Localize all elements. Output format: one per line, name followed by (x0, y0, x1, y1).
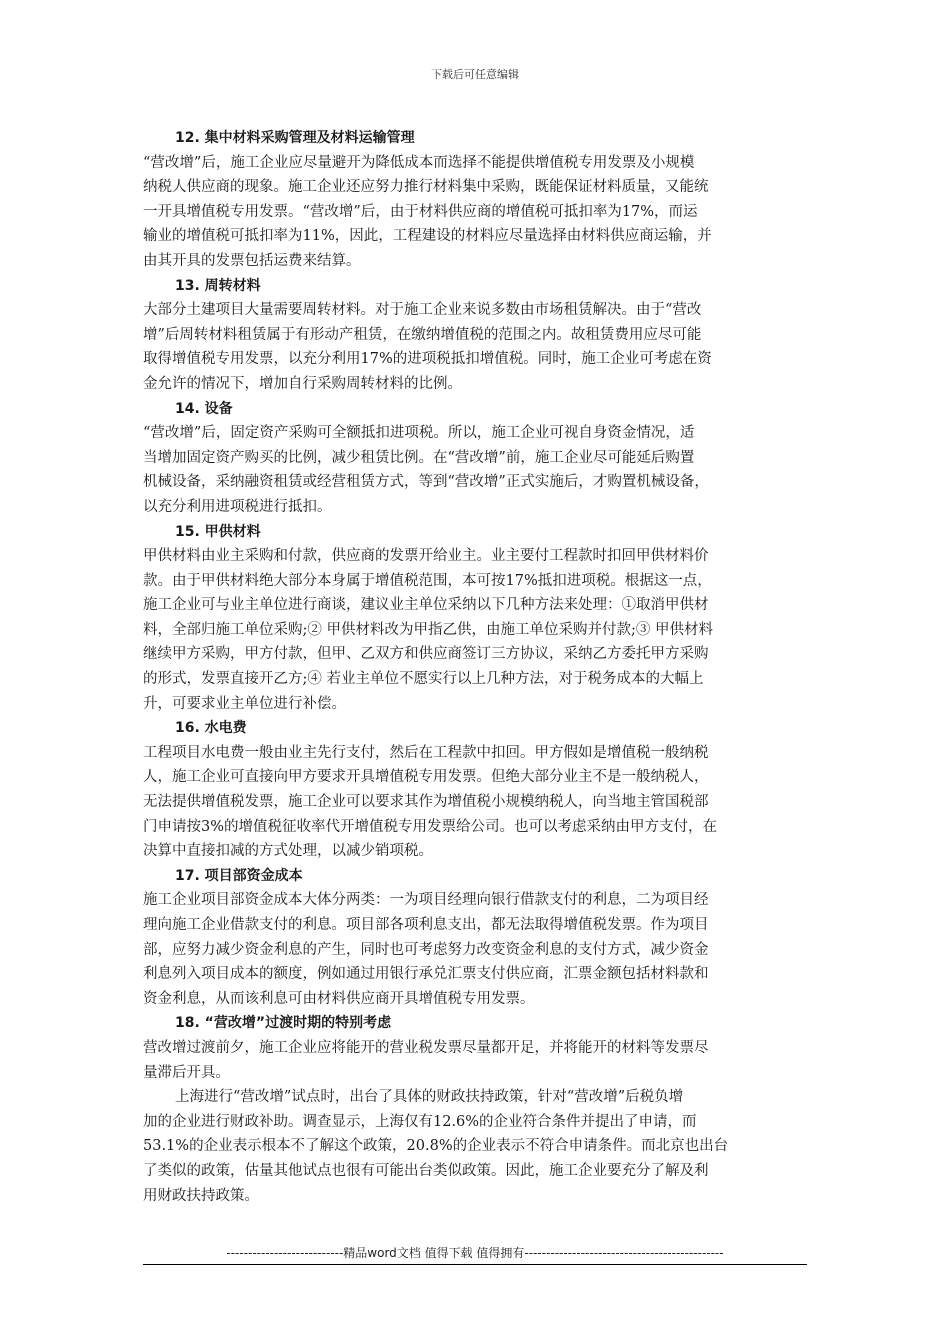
paragraph-line: 营改增过渡前夕，施工企业应将能开的营业税发票尽量都开足，并将能开的材料等发票尽 (143, 1039, 709, 1056)
paragraph-line: 部，应努力减少资金利息的产生，同时也可考虑努力改变资金利息的支付方式，减少资金 (143, 941, 709, 958)
paragraph-line: 利息列入项目成本的额度，例如通过用银行承兑汇票支付供应商，汇票金额包括材料款和 (143, 966, 709, 983)
section-heading: 16. 水电费 (175, 720, 247, 737)
document-body (143, 126, 807, 1208)
paragraph-line: 金允许的情况下，增加自行采购周转材料的比例。 (143, 375, 462, 392)
paragraph-line: 机械设备，采纳融资租赁或经营租赁方式，等到“营改增”正式实施后，才购置机械设备， (143, 474, 709, 491)
paragraph-line: 一开具增值税专用发票。“营改增”后，由于材料供应商的增值税可抵扣率为17%，而运 (143, 203, 698, 220)
section-heading: 14. 设备 (175, 400, 233, 417)
closing-paragraph-line: 用财政扶持政策。 (143, 1187, 259, 1204)
paragraph-line: 当增加固定资产购买的比例，减少租赁比例。在“营改增”前，施工企业尽可能延后购置 (143, 449, 695, 466)
page-footer: ---------------------------精品word文档 值得下载 值得拥有---------------------------------------------- (226, 1246, 724, 1260)
paragraph-line: 纳税人供应商的现象。施工企业还应努力推行材料集中采购，既能保证材料质量，又能统 (143, 179, 709, 196)
paragraph-line: 料，全部归施工单位采购;② 甲供材料改为甲指乙供，由施工单位采购并付款;③ 甲供材料 (143, 621, 713, 638)
footer-rule (143, 1264, 807, 1265)
paragraph-line: 理向施工企业借款支付的利息。项目部各项利息支出，都无法取得增值税发票。作为项目 (143, 917, 709, 933)
paragraph-line: 施工企业项目部资金成本大体分两类：一为项目经理向银行借款支付的利息，二为项目经 (143, 892, 709, 909)
paragraph-line: 大部分土建项目大量需要周转材料。对于施工企业来说多数由市场租赁解决。由于“营改 (143, 302, 702, 319)
paragraph-line: 施工企业可与业主单位进行商谈，建议业主单位采纳以下几种方法来处理：①取消甲供材 (143, 597, 709, 614)
paragraph-line: 增”后周转材料租赁属于有形动产租赁，在缴纳增值税的范围之内。故租赁费用应尽可能 (143, 326, 702, 343)
paragraph-line: 以充分利用进项税进行抵扣。 (143, 498, 332, 515)
section-heading: 18. “营改增”过渡时期的特别考虑 (175, 1015, 392, 1032)
closing-paragraph-line: 53.1%的企业表示根本不了解这个政策，20.8%的企业表示不符合申请条件。而北京也出台 (143, 1138, 729, 1155)
paragraph-line: 决算中直接扣减的方式处理，以减少销项税。 (143, 843, 433, 860)
page-header: 下载后可任意编辑 (431, 68, 519, 81)
paragraph-line: 的形式，发票直接开乙方;④ 若业主单位不愿实行以上几种方法，对于税务成本的大幅上 (143, 671, 704, 688)
paragraph-line: 工程项目水电费一般由业主先行支付，然后在工程款中扣回。甲方假如是增值税一般纳税 (143, 744, 709, 761)
paragraph-line: 款。由于甲供材料绝大部分本身属于增值税范围，本可按17%抵扣进项税。根据这一点， (143, 572, 712, 589)
closing-paragraph-line: 加的企业进行财政补助。调查显示，上海仅有12.6%的企业符合条件并提出了申请，而 (143, 1113, 697, 1130)
paragraph-line: 升，可要求业主单位进行补偿。 (143, 695, 346, 712)
paragraph-line: 资金利息，从而该利息可由材料供应商开具增值税专用发票。 (143, 990, 535, 1007)
paragraph-line: “营改增”后，施工企业应尽量避开为降低成本而选择不能提供增值税专用发票及小规模 (143, 154, 695, 171)
paragraph-line: “营改增”后，固定资产采购可全额抵扣进项税。所以，施工企业可视自身资金情况，适 (143, 425, 695, 442)
paragraph-line: 由其开具的发票包括运费来结算。 (143, 252, 361, 269)
paragraph-line: 无法提供增值税发票，施工企业可以要求其作为增值税小规模纳税人，向当地主管国税部 (143, 794, 709, 811)
section-heading: 15. 甲供材料 (175, 523, 261, 540)
paragraph-line: 继续甲方采购，甲方付款，但甲、乙双方和供应商签订三方协议，采纳乙方委托甲方采购 (143, 646, 709, 663)
section-heading: 17. 项目部资金成本 (175, 867, 303, 884)
closing-paragraph-line: 了类似的政策，估量其他试点也很有可能出台类似政策。因此，施工企业要充分了解及利 (143, 1162, 709, 1179)
paragraph-line: 取得增值税专用发票，以充分利用17%的进项税抵扣增值税。同时，施工企业可考虑在资 (143, 351, 712, 368)
closing-paragraph-line: 上海进行“营改增”试点时，出台了具体的财政扶持政策，针对“营改增”后税负增 (175, 1089, 684, 1106)
paragraph-line: 甲供材料由业主采购和付款，供应商的发票开给业主。业主要付工程款时扣回甲供材料价 (143, 548, 709, 565)
paragraph-line: 人，施工企业可直接向甲方要求开具增值税专用发票。但绝大部分业主不是一般纳税人， (143, 769, 709, 786)
section-heading: 13. 周转材料 (175, 277, 261, 294)
paragraph-line: 门申请按3%的增值税征收率代开增值税专用发票给公司。也可以考虑采纳由甲方支付，在 (143, 818, 717, 835)
section-heading: 12. 集中材料采购管理及材料运输管理 (175, 130, 415, 146)
paragraph-line: 输业的增值税可抵扣率为11%，因此，工程建设的材料应尽量选择由材料供应商运输，并 (143, 228, 712, 245)
paragraph-line: 量滞后开具。 (143, 1064, 230, 1081)
